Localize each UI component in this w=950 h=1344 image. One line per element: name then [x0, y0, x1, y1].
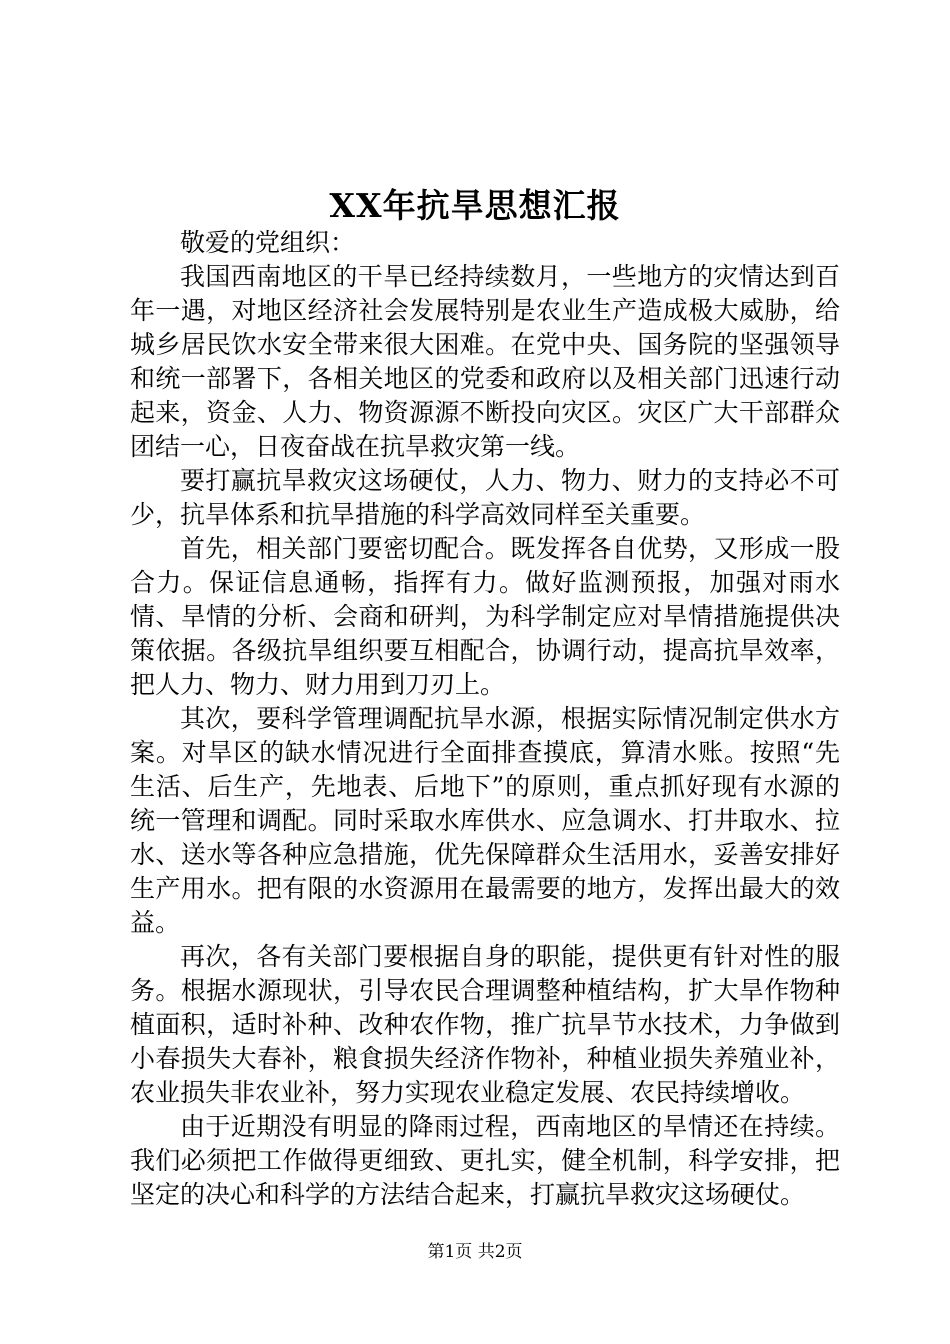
- page-footer: 第1页 共2页: [427, 1242, 523, 1262]
- document-title: XX年抗旱思想汇报: [329, 186, 621, 225]
- paragraph-3: 首先，相关部门要密切配合。既发挥各自优势，又形成一股合力。保证信息通畅，指挥有力。做好监测预报，加强对雨水情、旱情的分析、会商和研判，为科学制定应对旱情措施提供决策依据。各级抗旱组织要互相配合，协调行动，提高抗旱效率，把人力、物力、财力用到刀刃上。: [130, 534, 840, 699]
- paragraph-4: 其次，要科学管理调配抗旱水源，根据实际情况制定供水方案。对旱区的缺水情况进行全面排查摸底，算清水账。按照“先生活、后生产，先地表、后地下”的原则，重点抓好现有水源的统一管理和调配。同时采取水库供水、应急调水、打井取水、拉水、送水等各种应急措施，优先保障群众生活用水，妥善安排好生产用水。把有限的水资源用在最需要的地方，发挥出最大的效益。: [130, 704, 840, 937]
- paragraph-2: 要打赢抗旱救灾这场硬仗，人力、物力、财力的支持必不可少，抗旱体系和抗旱措施的科学高效同样至关重要。: [130, 466, 840, 529]
- paragraph-1: 我国西南地区的干旱已经持续数月，一些地方的灾情达到百年一遇，对地区经济社会发展特别是农业生产造成极大威胁，给城乡居民饮水安全带来很大困难。在党中央、国务院的坚强领导和统一部署下，各相关地区的党委和政府以及相关部门迅速行动起来，资金、人力、物资源源不断投向灾区。灾区广大干部群众团结一心，日夜奋战在抗旱救灾第一线。: [130, 262, 840, 461]
- salutation: 敬爱的党组织：: [180, 228, 356, 257]
- paragraph-5: 再次，各有关部门要根据自身的职能，提供更有针对性的服务。根据水源现状，引导农民合理调整种植结构，扩大旱作物种植面积，适时补种、改种农作物，推广抗旱节水技术，力争做到小春损失大春补，粮食损失经济作物补，种植业损失养殖业补，农业损失非农业补，努力实现农业稳定发展、农民持续增收。: [130, 942, 840, 1107]
- document-body: [130, 226, 840, 1212]
- paragraph-6: 由于近期没有明显的降雨过程，西南地区的旱情还在持续。我们必须把工作做得更细致、更扎实，健全机制，科学安排，把坚定的决心和科学的方法结合起来，打赢抗旱救灾这场硬仗。: [130, 1112, 840, 1209]
